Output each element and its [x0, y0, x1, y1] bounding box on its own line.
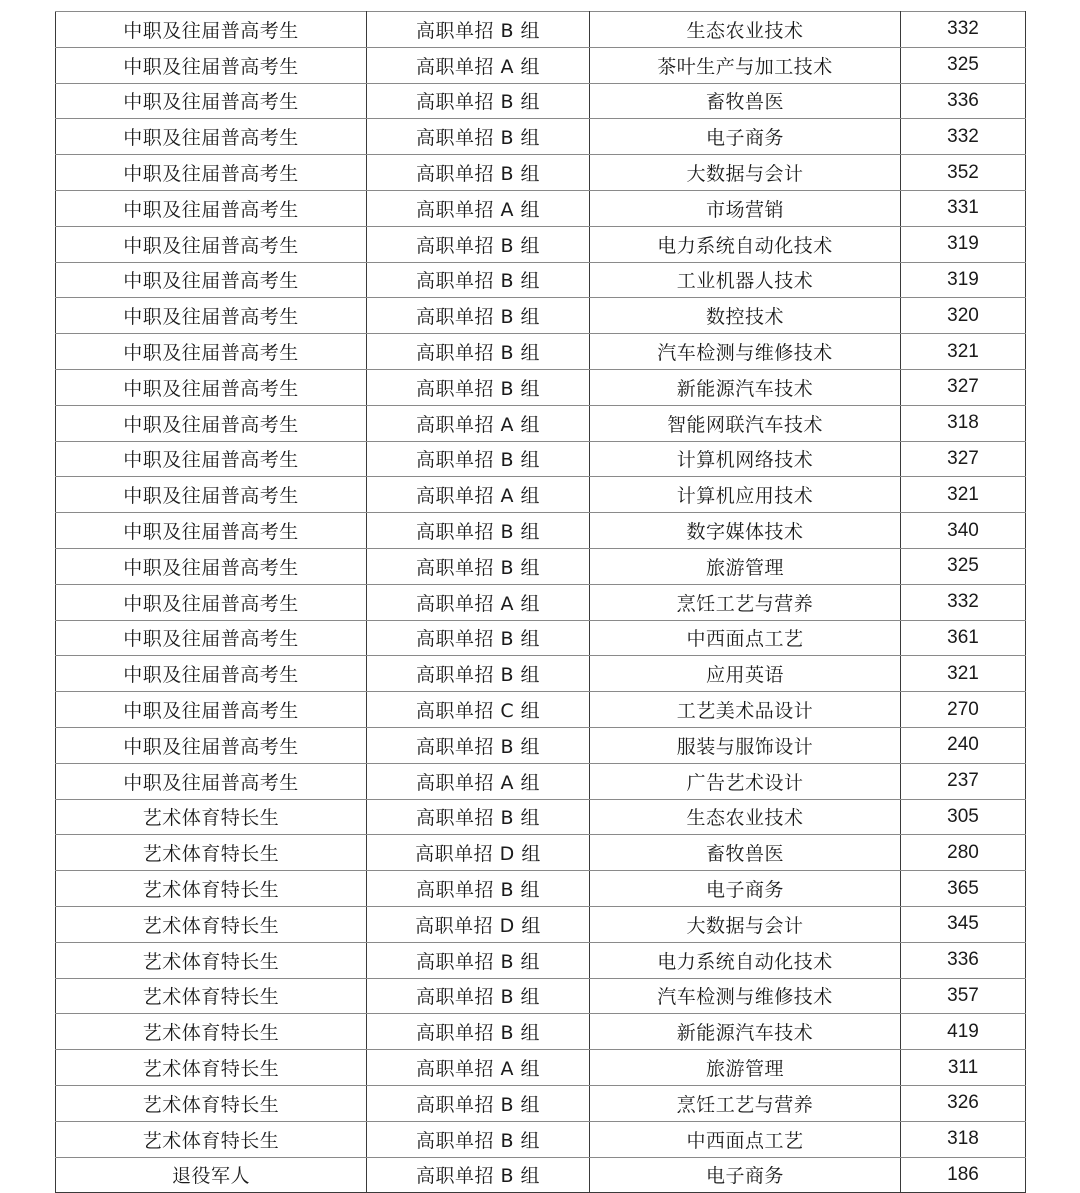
exam-group-cell: 高职单招 A 组: [367, 47, 590, 83]
exam-group-cell: 高职单招 B 组: [367, 942, 590, 978]
major-cell: 工艺美术品设计: [590, 692, 901, 728]
table-row: [56, 1014, 1026, 1050]
table-row: [56, 906, 1026, 942]
table-row: [56, 190, 1026, 226]
score-cell: 340: [901, 513, 1026, 549]
major-cell: 市场营销: [590, 190, 901, 226]
major-cell: 旅游管理: [590, 548, 901, 584]
exam-group-cell: 高职单招 B 组: [367, 513, 590, 549]
score-cell: 237: [901, 763, 1026, 799]
category-cell: 中职及往届普高考生: [56, 12, 367, 48]
category-cell: 中职及往届普高考生: [56, 584, 367, 620]
score-cell: 332: [901, 12, 1026, 48]
exam-group-cell: 高职单招 B 组: [367, 1121, 590, 1157]
exam-group-cell: 高职单招 A 组: [367, 584, 590, 620]
score-cell: 305: [901, 799, 1026, 835]
table-row: [56, 799, 1026, 835]
score-cell: 320: [901, 298, 1026, 334]
table-row: [56, 226, 1026, 262]
table-row: [56, 155, 1026, 191]
category-cell: 中职及往届普高考生: [56, 190, 367, 226]
score-cell: 332: [901, 119, 1026, 155]
exam-group-cell: 高职单招 B 组: [367, 12, 590, 48]
category-cell: 中职及往届普高考生: [56, 727, 367, 763]
major-cell: 茶叶生产与加工技术: [590, 47, 901, 83]
score-cell: 311: [901, 1050, 1026, 1086]
major-cell: 电力系统自动化技术: [590, 942, 901, 978]
exam-group-cell: 高职单招 B 组: [367, 369, 590, 405]
major-cell: 电子商务: [590, 119, 901, 155]
table-row: [56, 1157, 1026, 1193]
major-cell: 烹饪工艺与营养: [590, 1085, 901, 1121]
major-cell: 汽车检测与维修技术: [590, 978, 901, 1014]
table-row: [56, 692, 1026, 728]
exam-group-cell: 高职单招 B 组: [367, 1157, 590, 1193]
table-row: [56, 1085, 1026, 1121]
score-cell: 318: [901, 1121, 1026, 1157]
table-row: [56, 369, 1026, 405]
major-cell: 广告艺术设计: [590, 763, 901, 799]
category-cell: 中职及往届普高考生: [56, 513, 367, 549]
exam-group-cell: 高职单招 B 组: [367, 727, 590, 763]
exam-group-cell: 高职单招 B 组: [367, 226, 590, 262]
major-cell: 旅游管理: [590, 1050, 901, 1086]
major-cell: 电子商务: [590, 871, 901, 907]
score-cell: 327: [901, 369, 1026, 405]
major-cell: 生态农业技术: [590, 799, 901, 835]
exam-group-cell: 高职单招 A 组: [367, 763, 590, 799]
exam-group-cell: 高职单招 B 组: [367, 799, 590, 835]
score-table-body: [56, 12, 1026, 1193]
category-cell: 中职及往届普高考生: [56, 477, 367, 513]
table-row: [56, 620, 1026, 656]
category-cell: 退役军人: [56, 1157, 367, 1193]
table-row: [56, 334, 1026, 370]
category-cell: 中职及往届普高考生: [56, 119, 367, 155]
major-cell: 大数据与会计: [590, 155, 901, 191]
table-row: [56, 656, 1026, 692]
category-cell: 中职及往届普高考生: [56, 226, 367, 262]
score-cell: 321: [901, 656, 1026, 692]
table-row: [56, 298, 1026, 334]
major-cell: 烹饪工艺与营养: [590, 584, 901, 620]
table-row: [56, 584, 1026, 620]
score-cell: 321: [901, 334, 1026, 370]
table-row: [56, 1050, 1026, 1086]
major-cell: 智能网联汽车技术: [590, 405, 901, 441]
table-row: [56, 942, 1026, 978]
category-cell: 艺术体育特长生: [56, 835, 367, 871]
exam-group-cell: 高职单招 B 组: [367, 334, 590, 370]
major-cell: 生态农业技术: [590, 12, 901, 48]
category-cell: 艺术体育特长生: [56, 799, 367, 835]
score-cell: 318: [901, 405, 1026, 441]
category-cell: 艺术体育特长生: [56, 906, 367, 942]
category-cell: 艺术体育特长生: [56, 1014, 367, 1050]
table-row: [56, 835, 1026, 871]
major-cell: 电子商务: [590, 1157, 901, 1193]
table-row: [56, 262, 1026, 298]
major-cell: 中西面点工艺: [590, 620, 901, 656]
score-cell: 331: [901, 190, 1026, 226]
exam-group-cell: 高职单招 D 组: [367, 835, 590, 871]
category-cell: 中职及往届普高考生: [56, 262, 367, 298]
exam-group-cell: 高职单招 B 组: [367, 620, 590, 656]
major-cell: 电力系统自动化技术: [590, 226, 901, 262]
table-row: [56, 871, 1026, 907]
score-cell: 332: [901, 584, 1026, 620]
score-cell: 361: [901, 620, 1026, 656]
major-cell: 计算机应用技术: [590, 477, 901, 513]
exam-group-cell: 高职单招 B 组: [367, 441, 590, 477]
exam-group-cell: 高职单招 B 组: [367, 978, 590, 1014]
table-row: [56, 477, 1026, 513]
category-cell: 中职及往届普高考生: [56, 441, 367, 477]
exam-group-cell: 高职单招 A 组: [367, 477, 590, 513]
score-cell: 365: [901, 871, 1026, 907]
category-cell: 中职及往届普高考生: [56, 155, 367, 191]
category-cell: 艺术体育特长生: [56, 871, 367, 907]
exam-group-cell: 高职单招 A 组: [367, 190, 590, 226]
category-cell: 艺术体育特长生: [56, 1050, 367, 1086]
major-cell: 大数据与会计: [590, 906, 901, 942]
category-cell: 中职及往届普高考生: [56, 83, 367, 119]
table-row: [56, 441, 1026, 477]
table-row: [56, 513, 1026, 549]
score-cell: 336: [901, 942, 1026, 978]
category-cell: 中职及往届普高考生: [56, 763, 367, 799]
major-cell: 计算机网络技术: [590, 441, 901, 477]
major-cell: 汽车检测与维修技术: [590, 334, 901, 370]
category-cell: 中职及往届普高考生: [56, 692, 367, 728]
exam-group-cell: 高职单招 D 组: [367, 906, 590, 942]
major-cell: 数控技术: [590, 298, 901, 334]
exam-group-cell: 高职单招 C 组: [367, 692, 590, 728]
score-cell: 326: [901, 1085, 1026, 1121]
score-cell: 270: [901, 692, 1026, 728]
exam-group-cell: 高职单招 B 组: [367, 155, 590, 191]
exam-group-cell: 高职单招 B 组: [367, 656, 590, 692]
category-cell: 艺术体育特长生: [56, 1085, 367, 1121]
score-cell: 240: [901, 727, 1026, 763]
category-cell: 艺术体育特长生: [56, 1121, 367, 1157]
exam-group-cell: 高职单招 A 组: [367, 1050, 590, 1086]
score-cell: 321: [901, 477, 1026, 513]
table-row: [56, 83, 1026, 119]
category-cell: 中职及往届普高考生: [56, 47, 367, 83]
major-cell: 新能源汽车技术: [590, 1014, 901, 1050]
exam-group-cell: 高职单招 B 组: [367, 119, 590, 155]
exam-group-cell: 高职单招 B 组: [367, 548, 590, 584]
exam-group-cell: 高职单招 B 组: [367, 262, 590, 298]
score-cell: 345: [901, 906, 1026, 942]
exam-group-cell: 高职单招 B 组: [367, 83, 590, 119]
category-cell: 中职及往届普高考生: [56, 656, 367, 692]
table-row: [56, 405, 1026, 441]
major-cell: 畜牧兽医: [590, 83, 901, 119]
score-cell: 319: [901, 226, 1026, 262]
category-cell: 艺术体育特长生: [56, 978, 367, 1014]
major-cell: 工业机器人技术: [590, 262, 901, 298]
score-cell: 357: [901, 978, 1026, 1014]
table-row: [56, 47, 1026, 83]
table-row: [56, 119, 1026, 155]
score-cell: 325: [901, 47, 1026, 83]
exam-group-cell: 高职单招 B 组: [367, 1085, 590, 1121]
score-cell: 327: [901, 441, 1026, 477]
category-cell: 中职及往届普高考生: [56, 548, 367, 584]
exam-group-cell: 高职单招 B 组: [367, 1014, 590, 1050]
exam-group-cell: 高职单招 A 组: [367, 405, 590, 441]
score-cell: 186: [901, 1157, 1026, 1193]
score-cell: 336: [901, 83, 1026, 119]
score-cell: 280: [901, 835, 1026, 871]
major-cell: 新能源汽车技术: [590, 369, 901, 405]
category-cell: 中职及往届普高考生: [56, 405, 367, 441]
category-cell: 中职及往届普高考生: [56, 334, 367, 370]
score-cell: 419: [901, 1014, 1026, 1050]
category-cell: 中职及往届普高考生: [56, 369, 367, 405]
category-cell: 中职及往届普高考生: [56, 620, 367, 656]
major-cell: 畜牧兽医: [590, 835, 901, 871]
table-row: [56, 978, 1026, 1014]
table-row: [56, 12, 1026, 48]
category-cell: 中职及往届普高考生: [56, 298, 367, 334]
table-row: [56, 1121, 1026, 1157]
exam-group-cell: 高职单招 B 组: [367, 298, 590, 334]
exam-group-cell: 高职单招 B 组: [367, 871, 590, 907]
major-cell: 数字媒体技术: [590, 513, 901, 549]
score-cell: 325: [901, 548, 1026, 584]
score-cell: 352: [901, 155, 1026, 191]
table-row: [56, 763, 1026, 799]
table-row: [56, 548, 1026, 584]
table-row: [56, 727, 1026, 763]
category-cell: 艺术体育特长生: [56, 942, 367, 978]
major-cell: 服装与服饰设计: [590, 727, 901, 763]
major-cell: 应用英语: [590, 656, 901, 692]
score-cell: 319: [901, 262, 1026, 298]
major-cell: 中西面点工艺: [590, 1121, 901, 1157]
score-table: [55, 11, 1026, 1193]
